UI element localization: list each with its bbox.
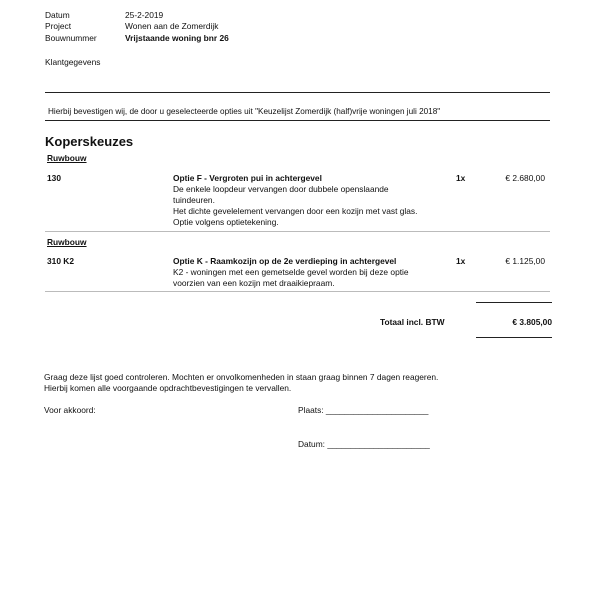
option-price: € 2.680,00: [505, 173, 545, 183]
group-divider: [45, 291, 550, 292]
header-label-project: Project: [45, 21, 72, 31]
option-description-line: tuindeuren.: [173, 195, 215, 205]
confirmation-text: Hierbij bevestigen wij, de door u geselecteerde opties uit "Keuzelijst Zomerdijk (half)vrije woningen juli 2018": [48, 107, 441, 116]
category-label: Ruwbouw: [47, 237, 87, 247]
total-label: Totaal incl. BTW: [380, 317, 445, 327]
option-description-line: De enkele loopdeur vervangen door dubbele openslaande: [173, 184, 389, 194]
voor-akkoord-label: Voor akkoord:: [44, 405, 96, 415]
option-price: € 1.125,00: [505, 256, 545, 266]
header-label-bouwnummer: Bouwnummer: [45, 33, 97, 43]
group-divider: [45, 231, 550, 232]
option-code: 310 K2: [47, 256, 75, 266]
header-value-datum: 25-2-2019: [125, 10, 164, 20]
plaats-signature-field: Plaats: ______________________: [298, 405, 429, 415]
option-description-line: Het dichte gevelelement vervangen door een kozijn met vast glas.: [173, 206, 418, 216]
option-description-line: Optie volgens optietekening.: [173, 217, 279, 227]
option-quantity: 1x: [456, 173, 466, 183]
option-code: 130: [47, 173, 61, 183]
datum-signature-field: Datum: ______________________: [298, 439, 430, 449]
footer-note-line: Hierbij komen alle voorgaande opdrachtbevestigingen te vervallen.: [44, 383, 292, 393]
klantgegevens-label: Klantgegevens: [45, 57, 101, 67]
header-value-bouwnummer: Vrijstaande woning bnr 26: [125, 33, 229, 43]
option-quantity: 1x: [456, 256, 466, 266]
section-title: Koperskeuzes: [45, 134, 134, 149]
option-title: Optie F - Vergroten pui in achtergevel: [173, 173, 322, 183]
header-value-project: Wonen aan de Zomerdijk: [125, 21, 219, 31]
option-description-line: K2 - woningen met een gemetselde gevel worden bij deze optie: [173, 267, 409, 277]
header-label-datum: Datum: [45, 10, 70, 20]
footer-note-line: Graag deze lijst goed controleren. Mochten er onvolkomenheden in staan graag binnen 7 dagen reageren.: [44, 372, 439, 382]
category-label: Ruwbouw: [47, 153, 87, 163]
option-description-line: voorzien van een kozijn met draaikiepraam.: [173, 278, 335, 288]
total-rule-bottom: [476, 337, 552, 338]
total-rule-top: [476, 302, 552, 303]
option-title: Optie K - Raamkozijn op de 2e verdieping in achtergevel: [173, 256, 397, 266]
divider-top: [45, 92, 550, 93]
divider-confirmation: [45, 120, 550, 121]
total-value: € 3.805,00: [512, 317, 552, 327]
